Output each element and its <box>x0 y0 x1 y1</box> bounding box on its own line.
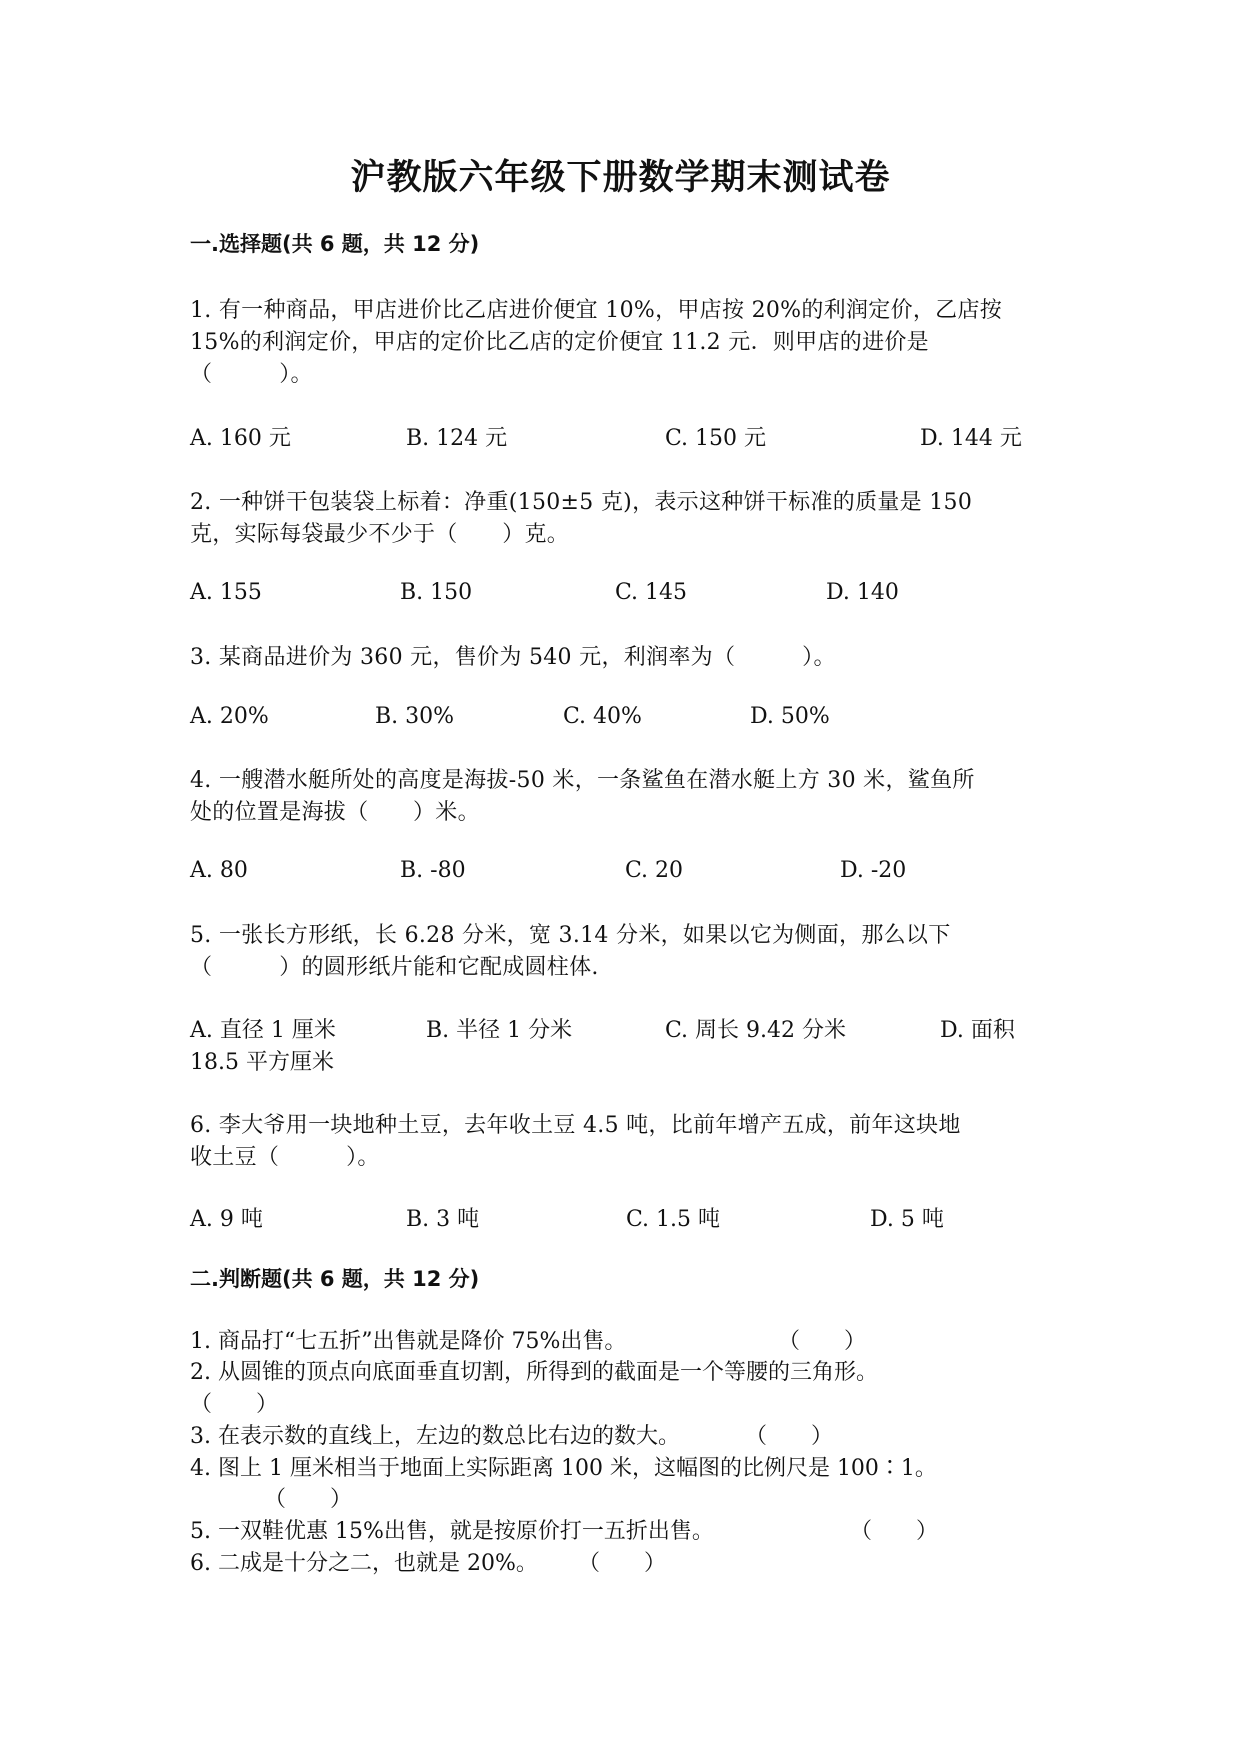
question-4-option-d: D. -20 <box>840 858 907 883</box>
tf-item-4-text: 4. 图上 1 厘米相当于地面上实际距离 100 米，这幅图的比例尺是 100∶1。 <box>190 1456 937 1481</box>
question-4-line-1: 4. 一艘潜水艇所处的高度是海拔-50 米，一条鲨鱼在潜水艇上方 30 米，鲨鱼所 <box>190 768 975 793</box>
question-2-option-d: D. 140 <box>826 580 899 605</box>
question-6-option-d: D. 5 吨 <box>870 1207 944 1232</box>
question-5-line-1: 5. 一张长方形纸，长 6.28 分米，宽 3.14 分米，如果以它为侧面，那么以下 <box>190 923 951 948</box>
page-title: 沪教版六年级下册数学期末测试卷 <box>350 158 891 198</box>
tf-item-6-text: 6. 二成是十分之二，也就是 20%。 <box>190 1551 538 1576</box>
question-4-option-b: B. -80 <box>400 858 466 883</box>
question-3-option-d: D. 50% <box>750 704 830 729</box>
tf-item-5-answer-bracket: （ ） <box>850 1519 939 1544</box>
tf-item-2-text: 2. 从圆锥的顶点向底面垂直切割，所得到的截面是一个等腰的三角形。 <box>190 1360 878 1385</box>
tf-item-1-text: 1. 商品打“七五折”出售就是降价 75%出售。 <box>190 1329 627 1354</box>
question-2-option-a: A. 155 <box>190 580 262 605</box>
question-1-line-2: 15%的利润定价，甲店的定价比乙店的定价便宜 11.2 元．则甲店的进价是 <box>190 330 929 355</box>
question-4-option-a: A. 80 <box>190 858 248 883</box>
tf-item-6-answer-bracket: （ ） <box>578 1551 667 1576</box>
question-1-option-c: C. 150 元 <box>665 426 767 451</box>
tf-item-3-text: 3. 在表示数的直线上，左边的数总比右边的数大。 <box>190 1424 680 1449</box>
section-heading-multiple-choice: 一.选择题(共 6 题，共 12 分) <box>190 232 480 256</box>
question-6-option-b: B. 3 吨 <box>406 1207 480 1232</box>
question-1-option-d: D. 144 元 <box>920 426 1022 451</box>
question-1-line-1: 1. 有一种商品，甲店进价比乙店进价便宜 10%，甲店按 20%的利润定价，乙店按 <box>190 298 1003 323</box>
tf-item-4-answer-bracket: （ ） <box>264 1487 353 1512</box>
question-2-option-c: C. 145 <box>615 580 688 605</box>
question-6-option-a: A. 9 吨 <box>190 1207 263 1232</box>
question-5-option-c: C. 周长 9.42 分米 <box>665 1018 847 1043</box>
question-6-option-c: C. 1.5 吨 <box>626 1207 721 1232</box>
question-2-line-1: 2. 一种饼干包装袋上标着：净重(150±5 克)，表示这种饼干标准的质量是 150 <box>190 490 973 515</box>
question-3-line-1: 3. 某商品进价为 360 元，售价为 540 元，利润率为（ ）。 <box>190 645 836 670</box>
question-4-option-c: C. 20 <box>625 858 684 883</box>
question-6-line-2: 收土豆（ ）。 <box>190 1145 380 1170</box>
question-1-option-a: A. 160 元 <box>190 426 291 451</box>
tf-item-3-answer-bracket: （ ） <box>745 1424 834 1449</box>
question-3-option-a: A. 20% <box>190 704 269 729</box>
question-5-option-d: D. 面积 <box>940 1018 1015 1043</box>
question-3-option-c: C. 40% <box>563 704 642 729</box>
question-4-line-2: 处的位置是海拔（ ）米。 <box>190 800 480 825</box>
section-heading-true-false: 二.判断题(共 6 题，共 12 分) <box>190 1267 480 1291</box>
question-6-line-1: 6. 李大爷用一块地种土豆，去年收土豆 4.5 吨，比前年增产五成，前年这块地 <box>190 1113 961 1138</box>
question-1-option-b: B. 124 元 <box>406 426 508 451</box>
tf-item-2-answer-bracket: （ ） <box>190 1392 279 1417</box>
tf-item-1-answer-bracket: （ ） <box>778 1329 867 1354</box>
question-2-line-2: 克，实际每袋最少不少于（ ）克。 <box>190 522 570 547</box>
question-3-option-b: B. 30% <box>375 704 455 729</box>
question-5-line-2: （ ）的圆形纸片能和它配成圆柱体. <box>190 955 599 980</box>
question-5-option-d-continued: 18.5 平方厘米 <box>190 1050 334 1075</box>
question-5-option-b: B. 半径 1 分米 <box>426 1018 573 1043</box>
question-5-option-a: A. 直径 1 厘米 <box>190 1018 336 1043</box>
question-2-option-b: B. 150 <box>400 580 473 605</box>
question-1-line-3: （ ）。 <box>190 362 313 387</box>
tf-item-5-text: 5. 一双鞋优惠 15%出售，就是按原价打一五折出售。 <box>190 1519 714 1544</box>
